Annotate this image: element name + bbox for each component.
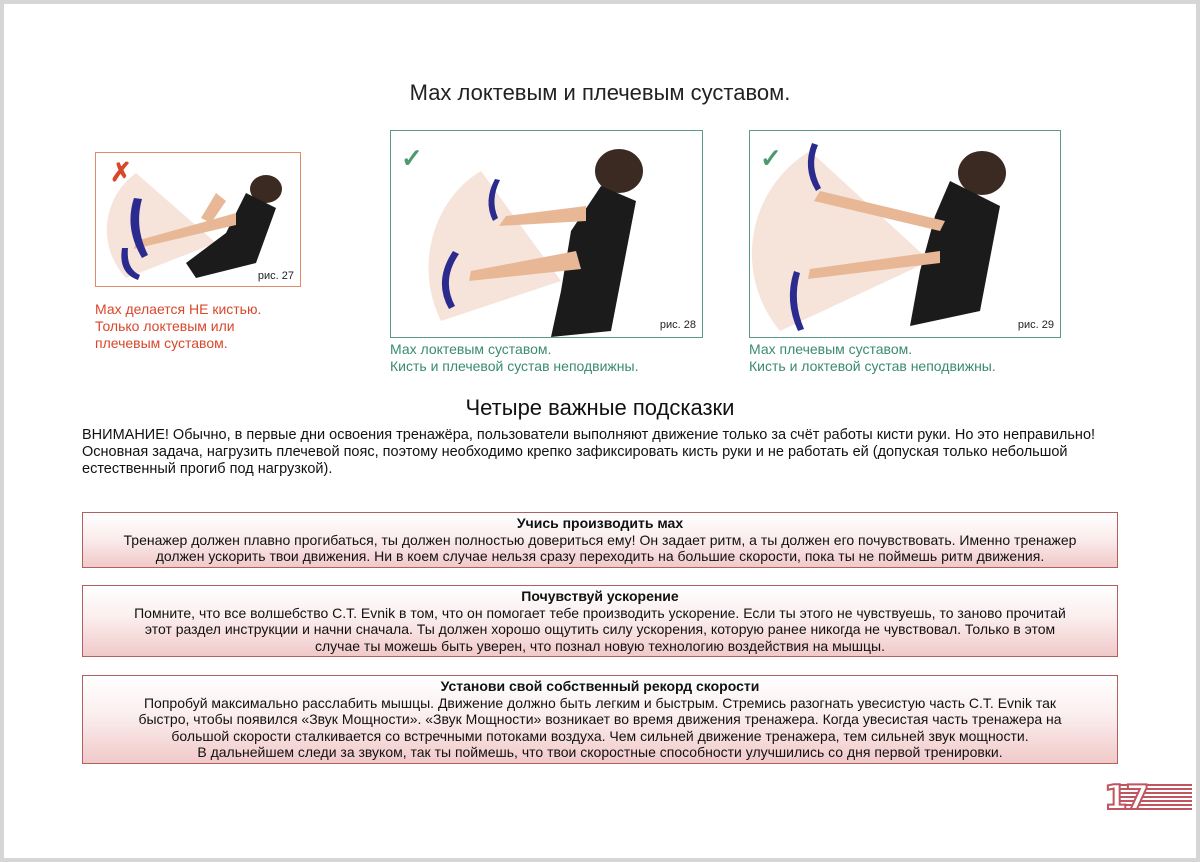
photo-fig-27 bbox=[95, 152, 301, 287]
tip-line: этот раздел инструкции и начни сначала. Ты должен хорошо ощутить силу ускорения, которую ранее никогда не чувствовал. Только в этом bbox=[144, 621, 1056, 637]
caption-line: Мах плечевым суставом. bbox=[749, 341, 913, 357]
caption-line: Мах делается НЕ кистью. bbox=[95, 301, 262, 317]
tip-line: должен ускорить твои движения. Ни в коем случае нельзя сразу переходить на большие скорости, пока ты не поймешь ритм движения. bbox=[155, 548, 1045, 564]
caption-line: Кисть и локтевой сустав неподвижны. bbox=[749, 358, 996, 374]
tip-title: Учись производить мах bbox=[516, 515, 684, 531]
caption-line: плечевым суставом. bbox=[95, 335, 228, 351]
tip-box bbox=[82, 675, 1118, 764]
caption-line: Только локтевым или bbox=[95, 318, 235, 334]
tip-line: Тренажер должен плавно прогибаться, ты должен полностью довериться ему! Он задает ритм, а ты должен его почувствовать. Именно тренажер bbox=[123, 531, 1077, 548]
photo-fig-29 bbox=[749, 130, 1061, 338]
intro-paragraph: Основная задача, нагрузить плечевой пояс, поэтому необходимо крепко зафиксировать кисть руки и не работать ей (допуская только небольшой естественный прогиб под нагрузкой). bbox=[82, 444, 1068, 477]
intro-paragraph: ВНИМАНИЕ! Обычно, в первые дни освоения тренажёра, пользователи выполняют движение только за счёт работы кисти руки. Но это неправильно! bbox=[82, 427, 1096, 443]
check-mark-icon: ✓ bbox=[401, 143, 423, 173]
tip-title: Установи свой собственный рекорд скорости bbox=[440, 678, 760, 694]
tip-box bbox=[82, 585, 1118, 657]
figure-label: рис. 28 bbox=[659, 319, 696, 331]
page bbox=[4, 4, 1196, 858]
wrong-mark-icon: ✗ bbox=[110, 157, 132, 187]
figure-caption-27 bbox=[95, 301, 261, 352]
photo-fig-28 bbox=[390, 130, 703, 338]
check-mark-icon: ✓ bbox=[760, 143, 782, 173]
tip-box bbox=[82, 512, 1118, 568]
athlete-illustration bbox=[750, 131, 1060, 337]
caption-line: Мах локтевым суставом. bbox=[390, 341, 552, 357]
tip-title: Почувствуй ускорение bbox=[521, 588, 679, 604]
figure-label: рис. 29 bbox=[1017, 319, 1054, 331]
tip-line: случае ты можешь быть уверен, что познал новую технологию воздействия на мышцы. bbox=[314, 637, 885, 654]
section-title: Четыре важные подсказки bbox=[465, 395, 735, 420]
figure-label: рис. 27 bbox=[257, 270, 294, 282]
page-number-text: 17 bbox=[1104, 778, 1148, 818]
tip-line: Попробуй максимально расслабить мышцы. Движение должно быть легким и быстрым. Стремись разогнать увесистую часть С.Т. Evnik так bbox=[143, 694, 1056, 711]
tip-line: быстро, чтобы появился «Звук Мощности». «Звук Мощности» возникает во время движения тренажера. Когда увесистая часть тренажера на bbox=[138, 711, 1062, 727]
page-title: Мах локтевым и плечевым суставом. bbox=[409, 80, 791, 105]
athlete-illustration bbox=[391, 131, 702, 337]
tip-line: большой скорости сталкивается со встречными потоками воздуха. Чем сильней движение тренажера, тем сильней звук мощности. bbox=[171, 727, 1029, 744]
tip-line: Помните, что все волшебство С.Т. Evnik в том, что он помогает тебе производить ускорение. Если ты этого не чувствуешь, то заново прочитай bbox=[134, 604, 1066, 621]
figure-caption-28 bbox=[390, 341, 638, 375]
tip-line: В дальнейшем следи за звуком, так ты поймешь, что твои скоростные способности улучшились со дня первой тренировки. bbox=[197, 744, 1003, 760]
intro-text bbox=[82, 427, 1122, 478]
page-number bbox=[1100, 778, 1196, 818]
caption-line: Кисть и плечевой сустав неподвижны. bbox=[390, 358, 639, 374]
figure-caption-29 bbox=[749, 341, 996, 375]
